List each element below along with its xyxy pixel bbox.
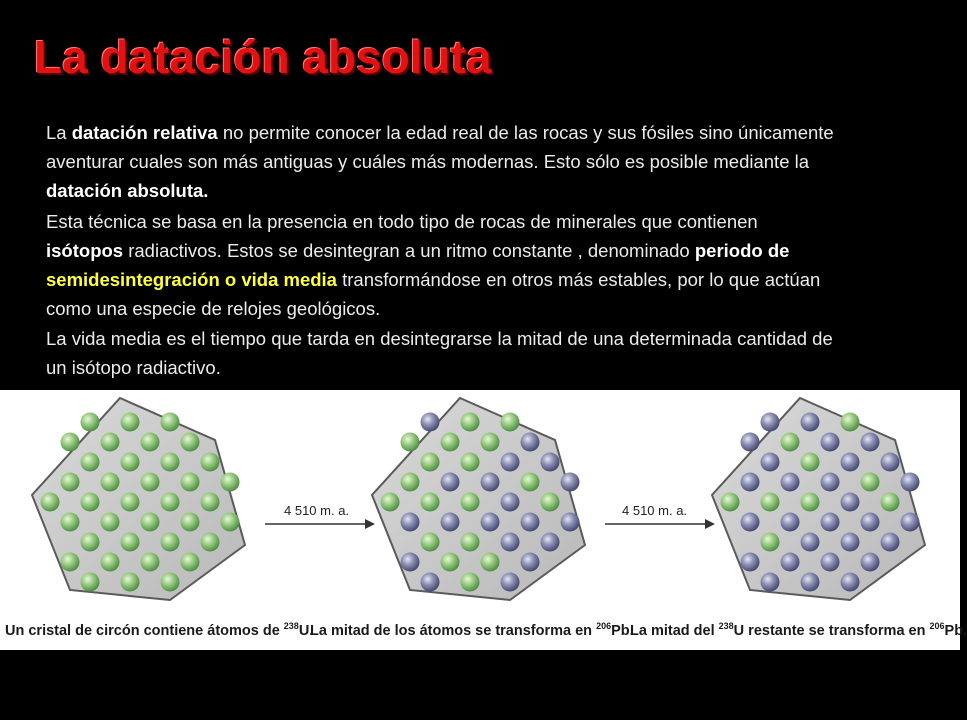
- lead-atom: [501, 533, 520, 552]
- uranium-atom: [141, 473, 160, 492]
- lead-atom: [501, 453, 520, 472]
- uranium-atom: [121, 573, 140, 592]
- lead-atom: [861, 433, 880, 452]
- uranium-atom: [761, 533, 780, 552]
- lead-atom: [841, 493, 860, 512]
- uranium-atom: [161, 573, 180, 592]
- uranium-atom: [441, 433, 460, 452]
- uranium-atom: [61, 513, 80, 532]
- uranium-atom: [421, 493, 440, 512]
- uranium-atom: [881, 493, 900, 512]
- lead-atom: [841, 453, 860, 472]
- uranium-atom: [141, 433, 160, 452]
- uranium-atom: [181, 513, 200, 532]
- lead-atom: [881, 453, 900, 472]
- uranium-atom: [201, 533, 220, 552]
- lead-atom: [501, 493, 520, 512]
- uranium-atom: [81, 533, 100, 552]
- lead-atom: [801, 573, 820, 592]
- lead-atom: [781, 553, 800, 572]
- uranium-atom: [201, 453, 220, 472]
- lead-atom: [481, 473, 500, 492]
- zircon-crystal-1: [32, 398, 245, 600]
- uranium-atom: [801, 493, 820, 512]
- uranium-atom: [461, 493, 480, 512]
- uranium-atom: [461, 533, 480, 552]
- uranium-atom: [121, 413, 140, 432]
- uranium-atom: [401, 473, 420, 492]
- uranium-atom: [81, 493, 100, 512]
- uranium-atom: [121, 533, 140, 552]
- lead-atom: [841, 573, 860, 592]
- uranium-atom: [81, 453, 100, 472]
- lead-atom: [741, 433, 760, 452]
- lead-atom: [401, 513, 420, 532]
- uranium-atom: [201, 493, 220, 512]
- arrow-label-2: 4 510 m. a.: [622, 503, 688, 518]
- lead-atom: [521, 553, 540, 572]
- uranium-atom: [441, 553, 460, 572]
- page-title: La datación absoluta: [34, 31, 492, 83]
- lead-atom: [741, 553, 760, 572]
- uranium-atom: [161, 453, 180, 472]
- uranium-atom: [501, 413, 520, 432]
- arrow-head-icon: [705, 519, 715, 529]
- lead-atom: [821, 513, 840, 532]
- uranium-atom: [801, 453, 820, 472]
- lead-atom: [441, 513, 460, 532]
- uranium-atom: [121, 453, 140, 472]
- decay-diagram: [0, 390, 960, 618]
- lead-atom: [801, 533, 820, 552]
- lead-atom: [441, 473, 460, 492]
- uranium-atom: [761, 493, 780, 512]
- lead-atom: [501, 573, 520, 592]
- lead-atom: [561, 473, 580, 492]
- uranium-atom: [61, 473, 80, 492]
- lead-atom: [841, 533, 860, 552]
- uranium-atom: [841, 413, 860, 432]
- uranium-atom: [161, 413, 180, 432]
- lead-atom: [541, 453, 560, 472]
- uranium-atom: [461, 413, 480, 432]
- caption-2: La mitad de los átomos se transforma en $^{206}$Pb.: [310, 621, 634, 639]
- uranium-atom: [481, 553, 500, 572]
- lead-atom: [761, 573, 780, 592]
- lead-atom: [761, 413, 780, 432]
- lead-atom: [741, 513, 760, 532]
- uranium-atom: [41, 493, 60, 512]
- uranium-atom: [541, 493, 560, 512]
- lead-atom: [761, 453, 780, 472]
- uranium-atom: [381, 493, 400, 512]
- lead-atom: [861, 553, 880, 572]
- arrow-label-1: 4 510 m. a.: [284, 503, 350, 518]
- paragraph-half-life: La vida media es el tiempo que tarda en desintegrarse la mitad de una determinada cantidad de un isótopo radiactivo.: [46, 328, 833, 378]
- lead-atom: [901, 513, 920, 532]
- lead-atom: [781, 473, 800, 492]
- uranium-atom: [721, 493, 740, 512]
- lead-atom: [521, 513, 540, 532]
- uranium-atom: [861, 473, 880, 492]
- uranium-atom: [401, 433, 420, 452]
- lead-atom: [821, 473, 840, 492]
- lead-atom: [901, 473, 920, 492]
- uranium-atom: [101, 433, 120, 452]
- uranium-atom: [421, 453, 440, 472]
- uranium-atom: [101, 553, 120, 572]
- uranium-atom: [81, 413, 100, 432]
- uranium-atom: [221, 473, 240, 492]
- uranium-atom: [421, 533, 440, 552]
- uranium-atom: [181, 473, 200, 492]
- uranium-atom: [121, 493, 140, 512]
- uranium-atom: [221, 513, 240, 532]
- lead-atom: [401, 553, 420, 572]
- lead-atom: [421, 413, 440, 432]
- caption-3: La mitad del $^{238}$U restante se transforma en $^{206}$Pb.: [630, 621, 967, 639]
- lead-atom: [481, 513, 500, 532]
- uranium-atom: [461, 573, 480, 592]
- zircon-crystal-3: [712, 398, 925, 600]
- zircon-crystal-2: [372, 398, 585, 600]
- decay-figure: [0, 390, 967, 650]
- uranium-atom: [181, 433, 200, 452]
- uranium-atom: [141, 513, 160, 532]
- lead-atom: [741, 473, 760, 492]
- uranium-atom: [161, 493, 180, 512]
- arrow-head-icon: [365, 519, 375, 529]
- lead-atom: [781, 513, 800, 532]
- uranium-atom: [161, 533, 180, 552]
- uranium-atom: [61, 433, 80, 452]
- paragraph-relative-dating: La datación relativa no permite conocer la edad real de las rocas y sus fósiles sino únicamente aventurar cuales son más antiguas y cuáles más modernas. Esto sólo es posible mediante la datación absoluta.: [46, 122, 834, 201]
- uranium-atom: [461, 453, 480, 472]
- caption-1: Un cristal de circón contiene átomos de $^{238}$U.: [5, 621, 314, 639]
- uranium-atom: [781, 433, 800, 452]
- lead-atom: [881, 533, 900, 552]
- uranium-atom: [61, 553, 80, 572]
- lead-atom: [821, 433, 840, 452]
- uranium-atom: [181, 553, 200, 572]
- lead-atom: [821, 553, 840, 572]
- uranium-atom: [81, 573, 100, 592]
- uranium-atom: [481, 433, 500, 452]
- lead-atom: [861, 513, 880, 532]
- paragraph-isotopes: Esta técnica se basa en la presencia en todo tipo de rocas de minerales que contienen isótopos radiactivos. Estos se desintegran a un ritmo constante , denominado periodo de semidesintegración o vida media transformándose en otros más estables, por lo que actúan como una especie de relojes geológicos.: [46, 211, 821, 319]
- uranium-atom: [521, 473, 540, 492]
- lead-atom: [561, 513, 580, 532]
- lead-atom: [421, 573, 440, 592]
- uranium-atom: [141, 553, 160, 572]
- uranium-atom: [101, 513, 120, 532]
- uranium-atom: [101, 473, 120, 492]
- lead-atom: [521, 433, 540, 452]
- lead-atom: [541, 533, 560, 552]
- lead-atom: [801, 413, 820, 432]
